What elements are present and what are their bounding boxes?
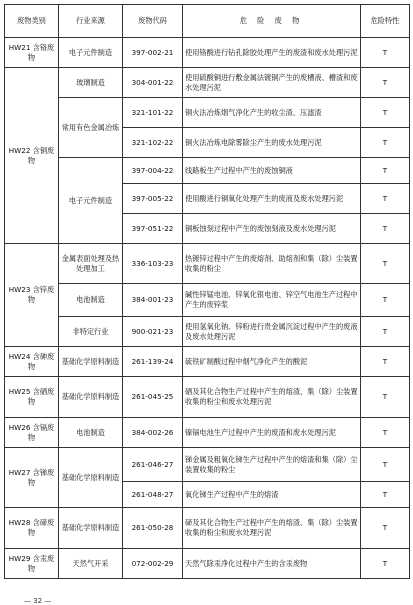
description-cell: 锑金属及粗氧化锑生产过程中产生的熔渣和集（除）尘装置收集的粉尘 [183, 448, 361, 482]
table-row [5, 284, 410, 317]
characteristic-cell: T [361, 482, 410, 508]
table-row [5, 549, 410, 579]
table-row [5, 68, 410, 98]
header-code: 废物代码 [123, 5, 183, 38]
code-cell: 336-103-23 [123, 244, 183, 284]
table-header-row [5, 5, 410, 38]
code-cell: 261-045-25 [123, 377, 183, 418]
characteristic-cell: T [361, 244, 410, 284]
code-cell: 397-051-22 [123, 214, 183, 244]
characteristic-cell: T [361, 317, 410, 347]
hazardous-waste-table [4, 4, 410, 579]
industry-cell: 电池制造 [59, 284, 123, 317]
category-cell: HW21 含铬废物 [5, 38, 59, 68]
description-cell: 铜板蚀刻过程中产生的废蚀刻液及废水处理污泥 [183, 214, 361, 244]
category-cell: HW25 含硒废物 [5, 377, 59, 418]
characteristic-cell: T [361, 418, 410, 448]
description-cell: 热镀锌过程中产生的废熔剂、助熔剂和集（除）尘装置收集的粉尘 [183, 244, 361, 284]
table-row [5, 158, 410, 184]
description-cell: 使用氢氧化钠、锌粉进行贵金属沉淀过程中产生的废液及废水处理污泥 [183, 317, 361, 347]
category-cell: HW22 含铜废物 [5, 68, 59, 244]
characteristic-cell: T [361, 284, 410, 317]
category-cell: HW23 含锌废物 [5, 244, 59, 347]
characteristic-cell: T [361, 214, 410, 244]
description-cell: 铜火法冶炼烟气净化产生的收尘渣、压滤渣 [183, 98, 361, 128]
category-cell: HW29 含汞废物 [5, 549, 59, 579]
industry-cell: 基础化学原料制造 [59, 347, 123, 377]
table-row [5, 317, 410, 347]
description-cell: 硒及其化合物生产过程中产生的熔渣、集（除）尘装置收集的粉尘和废水处理污泥 [183, 377, 361, 418]
code-cell: 261-046-27 [123, 448, 183, 482]
industry-cell: 基础化学原料制造 [59, 448, 123, 508]
industry-cell: 常用有色金属冶炼 [59, 98, 123, 158]
description-cell: 使用酸进行铜氧化处理产生的废液及废水处理污泥 [183, 184, 361, 214]
characteristic-cell: T [361, 38, 410, 68]
code-cell: 321-101-22 [123, 98, 183, 128]
description-cell: 使用铬酸进行钻孔除胶处理产生的废渣和废水处理污泥 [183, 38, 361, 68]
characteristic-cell: T [361, 128, 410, 158]
code-cell: 384-002-26 [123, 418, 183, 448]
industry-cell: 基础化学原料制造 [59, 508, 123, 549]
description-cell: 使用硫酸铜进行敷金属法镀铜产生的废槽液、槽渣和废水处理污泥 [183, 68, 361, 98]
category-cell: HW28 含碲废物 [5, 508, 59, 549]
table-row [5, 448, 410, 482]
code-cell: 397-005-22 [123, 184, 183, 214]
industry-cell: 天然气开采 [59, 549, 123, 579]
category-cell: HW26 含镉废物 [5, 418, 59, 448]
code-cell: 072-002-29 [123, 549, 183, 579]
code-cell: 397-002-21 [123, 38, 183, 68]
table-row [5, 244, 410, 284]
description-cell: 氧化锑生产过程中产生的熔渣 [183, 482, 361, 508]
characteristic-cell: T [361, 158, 410, 184]
code-cell: 261-050-28 [123, 508, 183, 549]
characteristic-cell: T [361, 98, 410, 128]
header-category: 废物类别 [5, 5, 59, 38]
industry-cell: 玻璃制造 [59, 68, 123, 98]
description-cell: 铜火法冶炼电除雾除尘产生的废水处理污泥 [183, 128, 361, 158]
code-cell: 261-139-24 [123, 347, 183, 377]
industry-cell: 非特定行业 [59, 317, 123, 347]
description-cell: 天然气除汞净化过程中产生的含汞废物 [183, 549, 361, 579]
characteristic-cell: T [361, 68, 410, 98]
table-row [5, 347, 410, 377]
description-cell: 硫铁矿制酸过程中烟气净化产生的酸泥 [183, 347, 361, 377]
category-cell: HW24 含砷废物 [5, 347, 59, 377]
industry-cell: 电池制造 [59, 418, 123, 448]
description-cell: 碱性锌锰电池、锌氧化银电池、锌空气电池生产过程中产生的废锌浆 [183, 284, 361, 317]
code-cell: 304-001-22 [123, 68, 183, 98]
characteristic-cell: T [361, 184, 410, 214]
table-row [5, 38, 410, 68]
industry-cell: 电子元件制造 [59, 158, 123, 244]
table-row [5, 418, 410, 448]
industry-cell: 基础化学原料制造 [59, 377, 123, 418]
description-cell: 镍镉电池生产过程中产生的废渣和废水处理污泥 [183, 418, 361, 448]
characteristic-cell: T [361, 347, 410, 377]
description-cell: 线路板生产过程中产生的废蚀铜液 [183, 158, 361, 184]
table-row [5, 508, 410, 549]
characteristic-cell: T [361, 448, 410, 482]
industry-cell: 金属表面处理及热处理加工 [59, 244, 123, 284]
description-cell: 碲及其化合物生产过程中产生的熔渣、集（除）尘装置收集的粉尘和废水处理污泥 [183, 508, 361, 549]
header-characteristic: 危险特性 [361, 5, 410, 38]
industry-cell: 电子元件制造 [59, 38, 123, 68]
category-cell: HW27 含锑废物 [5, 448, 59, 508]
header-hazardous-waste: 危 险 废 物 [183, 5, 361, 38]
table-row [5, 377, 410, 418]
characteristic-cell: T [361, 508, 410, 549]
code-cell: 397-004-22 [123, 158, 183, 184]
header-industry: 行业来源 [59, 5, 123, 38]
page-number: — 32 — [24, 597, 52, 605]
table-row [5, 98, 410, 128]
code-cell: 900-021-23 [123, 317, 183, 347]
code-cell: 261-048-27 [123, 482, 183, 508]
code-cell: 384-001-23 [123, 284, 183, 317]
characteristic-cell: T [361, 549, 410, 579]
characteristic-cell: T [361, 377, 410, 418]
code-cell: 321-102-22 [123, 128, 183, 158]
